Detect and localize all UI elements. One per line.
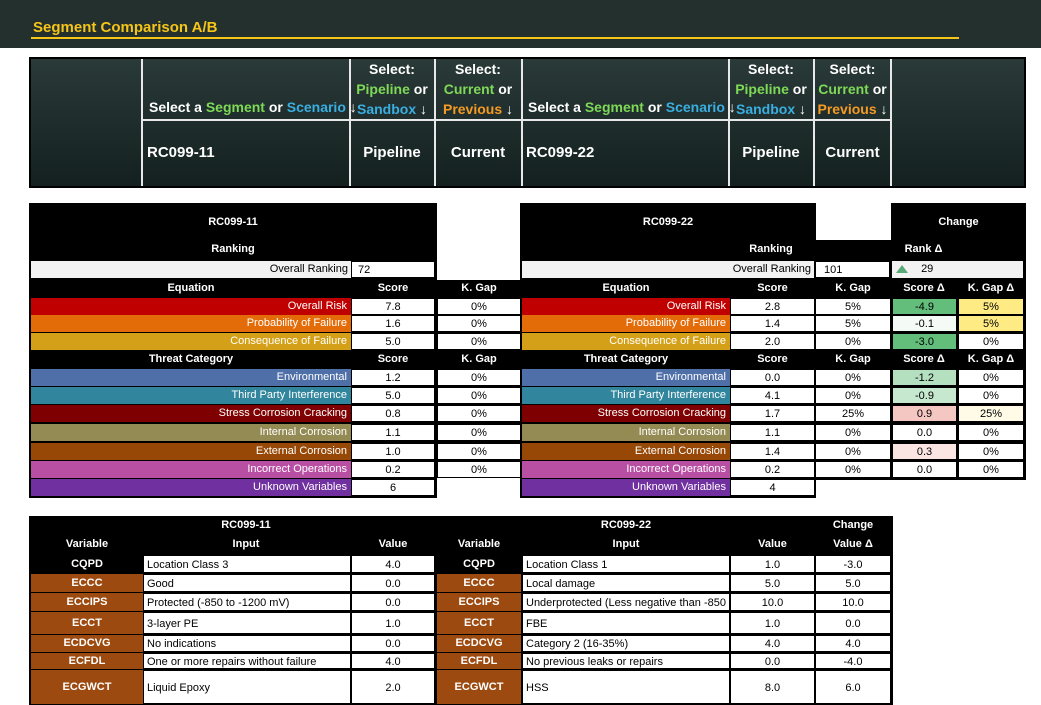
value-delta: -3.0 xyxy=(815,555,891,573)
value-left: 0.0 xyxy=(351,593,435,611)
kgap-left: 0% xyxy=(437,443,521,460)
score-right: 2.8 xyxy=(730,298,815,315)
segment-selector-panel xyxy=(29,57,1026,188)
overall-ranking-left: 72 xyxy=(351,261,435,278)
kgap-delta: 0% xyxy=(958,387,1024,404)
variable-header-left: Variable xyxy=(65,538,109,550)
input-left: Liquid Epoxy xyxy=(143,670,351,704)
score-header-right: Score xyxy=(757,282,788,294)
score-right: 1.7 xyxy=(730,405,815,422)
input-left: Protected (-850 to -1200 mV) xyxy=(143,593,351,611)
kgap-header-left: K. Gap xyxy=(461,282,497,294)
score-left: 1.0 xyxy=(351,443,435,460)
var-left-title: RC099-11 xyxy=(221,519,271,531)
score-header-right-2: Score xyxy=(757,353,788,365)
variable-code-left: CQPD xyxy=(31,555,143,573)
equation-label: Overall Risk xyxy=(522,298,730,315)
score-delta: 0.9 xyxy=(892,405,957,422)
threat-header-left: Threat Category xyxy=(148,353,234,365)
overall-ranking-label-right: Overall Ranking xyxy=(522,261,814,278)
threat-label: Environmental xyxy=(31,369,351,386)
variable-code-right: ECDCVG xyxy=(437,635,521,652)
select-source-label-a: Select: Pipeline or Sandbox ↓ xyxy=(356,61,428,117)
equation-header-right: Equation xyxy=(602,282,650,294)
segment-select-a[interactable]: RC099-11 xyxy=(147,144,215,161)
equation-label: Consequence of Failure xyxy=(522,333,730,350)
equation-label: Probability of Failure xyxy=(31,315,351,332)
threat-label: Unknown Variables xyxy=(522,479,730,496)
value-header-left: Value xyxy=(378,538,408,550)
kgap-right: 0% xyxy=(815,333,891,350)
threat-label: Internal Corrosion xyxy=(522,424,730,441)
variable-code-left: ECCIPS xyxy=(31,593,143,611)
score-right: 4.1 xyxy=(730,387,815,404)
select-segment-label-a: Select a Segment or Scenario ↓ xyxy=(149,99,357,115)
equation-label: Probability of Failure xyxy=(522,315,730,332)
score-delta: -4.9 xyxy=(892,298,957,315)
input-right: Underprotected (Less negative than -850 xyxy=(522,593,730,611)
input-right: FBE xyxy=(522,612,730,634)
threat-label: Unknown Variables xyxy=(31,479,351,496)
input-right: Category 2 (16-35%) xyxy=(522,635,730,652)
input-right: No previous leaks or repairs xyxy=(522,653,730,669)
divider xyxy=(141,59,143,186)
divider xyxy=(890,59,892,186)
kgap-left: 0% xyxy=(437,387,521,404)
variable-code-left: ECCT xyxy=(31,612,143,634)
kgap-right: 5% xyxy=(815,298,891,315)
kgap-left: 0% xyxy=(437,315,521,332)
variable-code-right: ECCIPS xyxy=(437,593,521,611)
value-right: 10.0 xyxy=(730,593,815,611)
kgap-right: 0% xyxy=(815,369,891,386)
input-left: 3-layer PE xyxy=(143,612,351,634)
score-left: 0.2 xyxy=(351,461,435,478)
title-underline xyxy=(31,37,959,39)
score-right: 0.0 xyxy=(730,369,815,386)
input-right: Location Class 1 xyxy=(522,555,730,573)
score-right: 0.2 xyxy=(730,461,815,478)
score-left: 1.2 xyxy=(351,369,435,386)
variable-code-right: ECFDL xyxy=(437,653,521,669)
value-delta: 10.0 xyxy=(815,593,891,611)
select-segment-label-b: Select a Segment or Scenario ↓ xyxy=(528,99,736,115)
score-delta: -0.1 xyxy=(892,315,957,332)
overall-ranking-right: 101 xyxy=(815,261,890,278)
variable-code-right: ECCT xyxy=(437,612,521,634)
ranking-label-right: Ranking xyxy=(749,243,793,255)
score-header-left-2: Score xyxy=(377,353,409,365)
value-right: 1.0 xyxy=(730,555,815,573)
right-score-title: RC099-22 xyxy=(642,216,694,228)
input-right: HSS xyxy=(522,670,730,704)
value-left: 2.0 xyxy=(351,670,435,704)
score-right: 1.1 xyxy=(730,424,815,441)
equation-label: Consequence of Failure xyxy=(31,333,351,350)
variable-code-right: ECCC xyxy=(437,574,521,592)
title-bar xyxy=(0,0,1041,48)
kgap-delta-header-2: K. Gap Δ xyxy=(967,353,1015,365)
score-delta: 0.3 xyxy=(892,443,957,460)
score-delta: -0.9 xyxy=(892,387,957,404)
value-delta: -4.0 xyxy=(815,653,891,669)
value-header-right: Value xyxy=(758,538,787,550)
rank-change xyxy=(892,261,1023,278)
period-select-b[interactable]: Current xyxy=(825,144,880,161)
triangle-up-icon xyxy=(896,265,908,273)
value-left: 0.0 xyxy=(351,574,435,592)
overall-ranking-label-left: Overall Ranking xyxy=(31,261,351,278)
kgap-left: 0% xyxy=(437,405,521,422)
threat-label: Incorrect Operations xyxy=(522,461,730,478)
input-right: Local damage xyxy=(522,574,730,592)
threat-label: External Corrosion xyxy=(522,443,730,460)
score-left: 5.0 xyxy=(351,387,435,404)
value-right: 8.0 xyxy=(730,670,815,704)
threat-label: Incorrect Operations xyxy=(31,461,351,478)
variable-code-left: ECGWCT xyxy=(31,670,143,704)
threat-label: External Corrosion xyxy=(31,443,351,460)
rank-change-value: 29 xyxy=(921,263,934,275)
score-left: 6 xyxy=(351,479,435,496)
change-title: Change xyxy=(938,216,979,228)
kgap-left: 0% xyxy=(437,298,521,315)
left-score-title: RC099-11 xyxy=(208,216,258,228)
variable-header-right: Variable xyxy=(457,538,501,550)
kgap-right: 0% xyxy=(815,387,891,404)
threat-label: Third Party Interference xyxy=(522,387,730,404)
score-right: 1.4 xyxy=(730,443,815,460)
kgap-right: 0% xyxy=(815,424,891,441)
score-delta: 0.0 xyxy=(892,461,957,478)
select-period-label-b: Select: Current or Previous ↓ xyxy=(817,61,888,117)
variable-code-left: ECCC xyxy=(31,574,143,592)
threat-label: Internal Corrosion xyxy=(31,424,351,441)
equation-header-left: Equation xyxy=(167,282,215,294)
var-change-title: Change xyxy=(832,519,874,531)
threat-label: Stress Corrosion Cracking xyxy=(31,405,351,422)
score-right: 1.4 xyxy=(730,315,815,332)
rank-delta-label: Rank Δ xyxy=(904,243,943,255)
kgap-delta: 0% xyxy=(958,443,1024,460)
kgap-header-left-2: K. Gap xyxy=(461,353,497,365)
value-right: 1.0 xyxy=(730,612,815,634)
value-left: 4.0 xyxy=(351,653,435,669)
value-delta: 4.0 xyxy=(815,635,891,652)
divider xyxy=(143,119,891,121)
input-left: One or more repairs without failure xyxy=(143,653,351,669)
kgap-delta-header: K. Gap Δ xyxy=(967,282,1015,294)
input-header-right: Input xyxy=(612,538,640,550)
score-delta: -1.2 xyxy=(892,369,957,386)
kgap-header-right: K. Gap xyxy=(835,282,871,294)
kgap-delta: 0% xyxy=(958,424,1024,441)
input-header-left: Input xyxy=(232,538,260,550)
kgap-delta: 0% xyxy=(958,333,1024,350)
value-left: 4.0 xyxy=(351,555,435,573)
score-left: 1.6 xyxy=(351,315,435,332)
input-left: Good xyxy=(143,574,351,592)
threat-header-right: Threat Category xyxy=(583,353,669,365)
kgap-delta: 5% xyxy=(958,315,1024,332)
value-delta: 0.0 xyxy=(815,612,891,634)
kgap-delta: 5% xyxy=(958,298,1024,315)
score-delta-header: Score Δ xyxy=(903,282,945,294)
divider xyxy=(521,59,523,186)
value-delta: 5.0 xyxy=(815,574,891,592)
input-left: No indications xyxy=(143,635,351,652)
select-period-label-a: Select: Current or Previous ↓ xyxy=(442,61,514,117)
kgap-delta: 0% xyxy=(958,369,1024,386)
kgap-left: 0% xyxy=(437,424,521,441)
threat-label: Stress Corrosion Cracking xyxy=(522,405,730,422)
value-right: 0.0 xyxy=(730,653,815,669)
variable-code-left: ECFDL xyxy=(31,653,143,669)
kgap-delta: 0% xyxy=(958,461,1024,478)
score-delta: 0.0 xyxy=(892,424,957,441)
segment-select-b[interactable]: RC099-22 xyxy=(526,144,595,161)
source-select-b[interactable]: Pipeline xyxy=(742,144,800,161)
threat-label: Environmental xyxy=(522,369,730,386)
kgap-right: 5% xyxy=(815,315,891,332)
threat-label: Third Party Interference xyxy=(31,387,351,404)
variable-code-left: ECDCVG xyxy=(31,635,143,652)
kgap-left: 0% xyxy=(437,461,521,478)
equation-label: Overall Risk xyxy=(31,298,351,315)
variable-code-right: ECGWCT xyxy=(437,670,521,704)
period-select-a[interactable]: Current xyxy=(450,144,506,161)
ranking-label-left: Ranking xyxy=(211,243,255,255)
value-left: 1.0 xyxy=(351,612,435,634)
score-delta: -3.0 xyxy=(892,333,957,350)
score-left: 1.1 xyxy=(351,424,435,441)
select-source-label-b: Select: Pipeline or Sandbox ↓ xyxy=(735,61,807,117)
kgap-right: 25% xyxy=(815,405,891,422)
source-select-a[interactable]: Pipeline xyxy=(363,144,421,161)
score-right: 2.0 xyxy=(730,333,815,350)
var-right-title: RC099-22 xyxy=(600,519,652,531)
score-left: 0.8 xyxy=(351,405,435,422)
variable-code-right: CQPD xyxy=(437,555,521,573)
value-right: 5.0 xyxy=(730,574,815,592)
kgap-delta: 25% xyxy=(958,405,1024,422)
score-right: 4 xyxy=(730,479,815,496)
value-delta: 6.0 xyxy=(815,670,891,704)
kgap-left: 0% xyxy=(437,333,521,350)
page-title: Segment Comparison A/B xyxy=(33,19,218,36)
score-header-left: Score xyxy=(377,282,409,294)
score-left: 5.0 xyxy=(351,333,435,350)
value-right: 4.0 xyxy=(730,635,815,652)
input-left: Location Class 3 xyxy=(143,555,351,573)
kgap-right: 0% xyxy=(815,443,891,460)
value-delta-header: Value Δ xyxy=(833,538,873,550)
kgap-right: 0% xyxy=(815,461,891,478)
value-left: 0.0 xyxy=(351,635,435,652)
score-delta-header-2: Score Δ xyxy=(903,353,945,365)
kgap-left: 0% xyxy=(437,369,521,386)
kgap-header-right-2: K. Gap xyxy=(835,353,871,365)
score-left: 7.8 xyxy=(351,298,435,315)
